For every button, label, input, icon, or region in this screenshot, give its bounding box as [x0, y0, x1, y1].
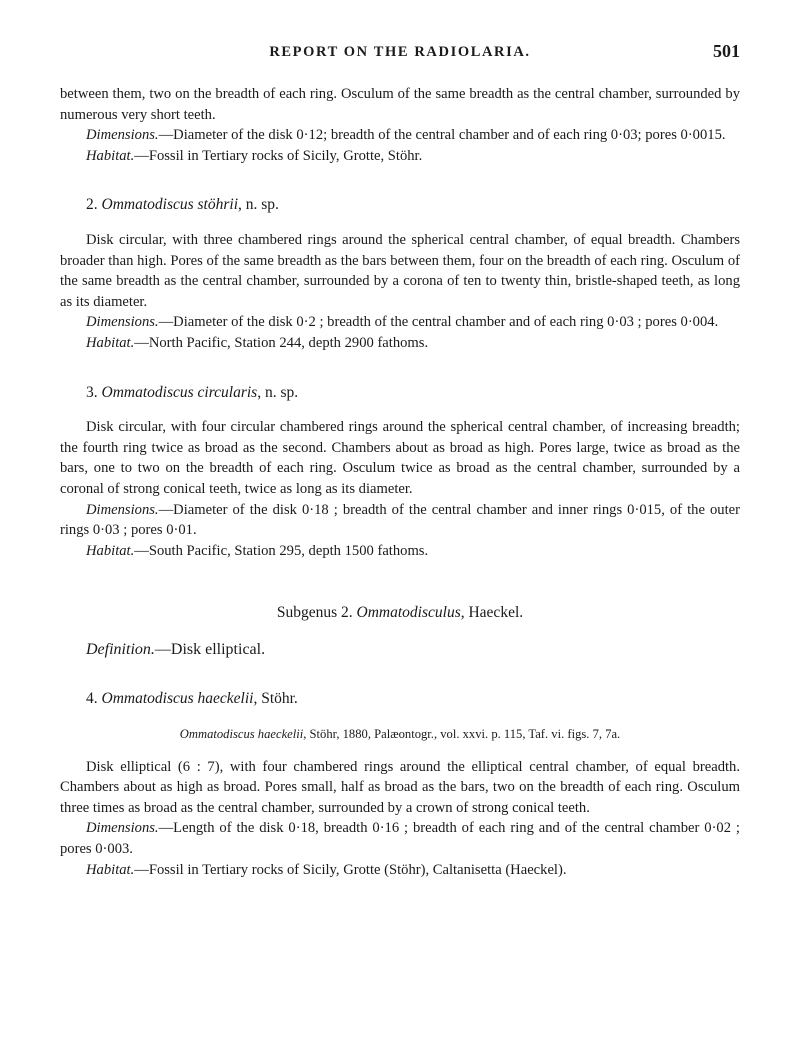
running-title: REPORT ON THE RADIOLARIA. — [269, 44, 531, 60]
dimensions-text: —Diameter of the disk 0·2 ; breadth of the central chamber and of each ring 0·03 ; pores 0·004. — [158, 314, 719, 331]
continuation-dimensions — [60, 125, 740, 146]
species-2-dimensions — [60, 312, 740, 333]
habitat-label: Habitat. — [86, 147, 135, 164]
continuation-habitat — [60, 146, 740, 167]
habitat-label: Habitat. — [86, 861, 135, 878]
page-header — [60, 41, 740, 68]
habitat-text: —Fossil in Tertiary rocks of Sicily, Grotte, Stöhr. — [134, 147, 423, 164]
subgenus-suffix: , Haeckel. — [460, 604, 524, 622]
species-suffix: , n. sp. — [257, 383, 299, 401]
species-4-description: Disk elliptical (6 : 7), with four chambered rings around the elliptical central chamber, of equal breadth. Chambers about as high as broad. Pores small, half as broad as the bars, two on the breadth of each ring. Osculum three times as broad as the central chamber, surrounded by a crown of strong conical teeth. — [60, 758, 740, 816]
species-name: Ommatodiscus haeckelii — [101, 690, 254, 708]
species-name: Ommatodiscus circularis — [101, 383, 258, 401]
synonymy-text: , Stöhr, 1880, Palæontogr., vol. xxvi. p. 115, Taf. vi. figs. 7, 7a. — [303, 727, 621, 742]
habitat-label: Habitat. — [86, 542, 135, 559]
species-4-habitat — [60, 860, 740, 881]
body-text — [60, 84, 740, 880]
dimensions-text: —Length of the disk 0·18, breadth 0·16 ; breadth of each ring and of the central chamber 0·02 ; pores 0·003. — [60, 820, 740, 858]
subgenus-heading — [60, 603, 740, 624]
habitat-text: —Fossil in Tertiary rocks of Sicily, Grotte (Stöhr), Caltanisetta (Haeckel). — [134, 861, 567, 878]
species-4-synonymy — [60, 724, 740, 745]
subgenus-prefix: Subgenus 2. — [276, 604, 353, 622]
species-name: Ommatodiscus stöhrii — [101, 196, 238, 214]
dimensions-label: Dimensions. — [86, 820, 159, 837]
subgenus-name: Ommatodisculus — [356, 604, 461, 622]
species-suffix: , n. sp. — [238, 196, 279, 214]
species-2-description: Disk circular, with three chambered rings around the spherical central chamber, of equal breadth. Chambers broader than high. Pores of the same breadth as the bars between them, four on the breadth of each ring. Osculum of the same breadth as the central chamber, surrounded by a corona of ten to twenty thin, bristle-shaped teeth, as long as its diameter. — [60, 231, 740, 310]
habitat-text: —North Pacific, Station 244, depth 2900 fathoms. — [134, 334, 429, 351]
page-number: 501 — [713, 41, 740, 61]
subgenus-definition — [86, 640, 740, 661]
species-3-dimensions — [60, 500, 740, 541]
species-suffix: , Stöhr. — [253, 690, 298, 708]
synonymy-name: Ommatodiscus haeckelii — [179, 727, 304, 742]
species-number: 3. — [86, 383, 98, 401]
species-3-description: Disk circular, with four circular chambered rings around the spherical central chamber, of increasing breadth; the fourth ring twice as broad as the second. Chambers about as broad as high. Pores large, twice as broad as the bars, one to two on the breadth of each ring. Osculum twice as broad as the central chamber, surrounded by a coronal of strong conical teeth, twice as long as its diameter. — [60, 419, 740, 497]
dimensions-label: Dimensions. — [86, 127, 159, 144]
continuation-paragraph: between them, two on the breadth of each ring. Osculum of the same breadth as the central chamber, surrounded by numerous very short teeth. — [60, 86, 740, 123]
species-2-heading — [86, 195, 740, 216]
species-4-dimensions — [60, 818, 740, 859]
species-2-habitat — [60, 333, 740, 354]
species-4-heading — [86, 689, 740, 710]
definition-text: —Disk elliptical. — [154, 640, 266, 658]
species-3-habitat — [60, 541, 740, 562]
habitat-text: —South Pacific, Station 295, depth 1500 fathoms. — [134, 542, 429, 559]
dimensions-label: Dimensions. — [86, 501, 159, 518]
species-number: 4. — [86, 690, 98, 708]
definition-label: Definition. — [86, 640, 155, 658]
species-number: 2. — [86, 196, 98, 214]
dimensions-label: Dimensions. — [86, 314, 159, 331]
dimensions-text: —Diameter of the disk 0·12; breadth of the central chamber and of each ring 0·03; pores 0·0015. — [158, 127, 726, 144]
dimensions-text: —Diameter of the disk 0·18 ; breadth of the central chamber and inner rings 0·015, of the outer rings 0·03 ; pores 0·01. — [60, 501, 740, 539]
species-3-heading — [86, 383, 740, 404]
habitat-label: Habitat. — [86, 334, 135, 351]
